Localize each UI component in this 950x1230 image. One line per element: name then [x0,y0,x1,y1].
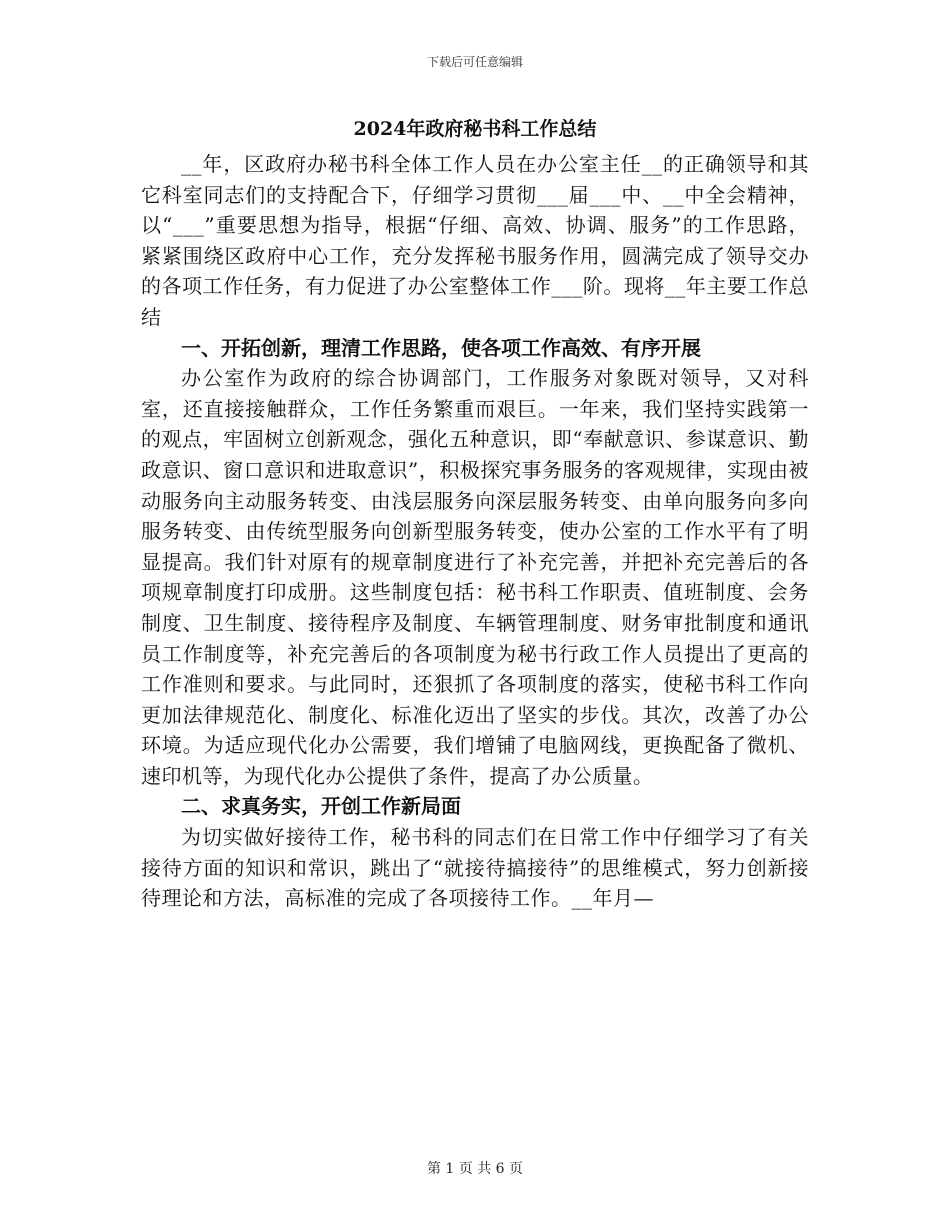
page-footer: 第 1 页 共 6 页 [426,1161,524,1177]
section-heading-2: 二、求真务实，开创工作新局面 [181,794,461,819]
intro-paragraph: __年，区政府办秘书科全体工作人员在办公室主任__的正确领导和其它科室同志们的支持配合下，仔细学习贯彻___届___中、__中全会精神，以“___”重要思想为指导，根据“仔细、高效、协调、服务”的工作思路，紧紧围绕区政府中心工作，充分发挥秘书服务作用，圆满完成了领导交办的各项工作任务，有力促进了办公室整体工作___阶。现将__年主要工作总结 [141,152,809,329]
section-1-paragraph: 办公室作为政府的综合协调部门，工作服务对象既对领导，又对科室，还直接接触群众，工作任务繁重而艰巨。一年来，我们坚持实践第一的观点，牢固树立创新观念，强化五种意识，即“奉献意识、参谋意识、勤政意识、窗口意识和进取意识”，积极探究事务服务的客观规律，实现由被动服务向主动服务转变、由浅层服务向深层服务转变、由单向服务向多向服务转变、由传统型服务向创新型服务转变，使办公室的工作水平有了明显提高。我们针对原有的规章制度进行了补充完善，并把补充完善后的各项规章制度打印成册。这些制度包括：秘书科工作职责、值班制度、会务制度、卫生制度、接待程序及制度、车辆管理制度、财务审批制度和通讯员工作制度等，补充完善后的各项制度为秘书行政工作人员提出了更高的工作准则和要求。与此同时，还狠抓了各项制度的落实，使秘书科工作向更加法律规范化、制度化、标准化迈出了坚实的步伐。其次，改善了办公环境。为适应现代化办公需要，我们增铺了电脑网线，更换配备了微机、速印机等，为现代化办公提供了条件，提高了办公质量。 [141,366,809,788]
section-2-paragraph: 为切实做好接待工作，秘书科的同志们在日常工作中仔细学习了有关接待方面的知识和常识，跳出了“就接待搞接待”的思维模式，努力创新接待理论和方法，高标准的完成了各项接待工作。__年月— [141,825,809,911]
header-note: 下载后可任意编辑 [426,55,523,69]
section-heading-1: 一、开拓创新，理清工作思路，使各项工作高效、有序开展 [181,335,701,360]
document-title: 2024年政府秘书科工作总结 [353,118,597,140]
document-body [141,149,809,914]
